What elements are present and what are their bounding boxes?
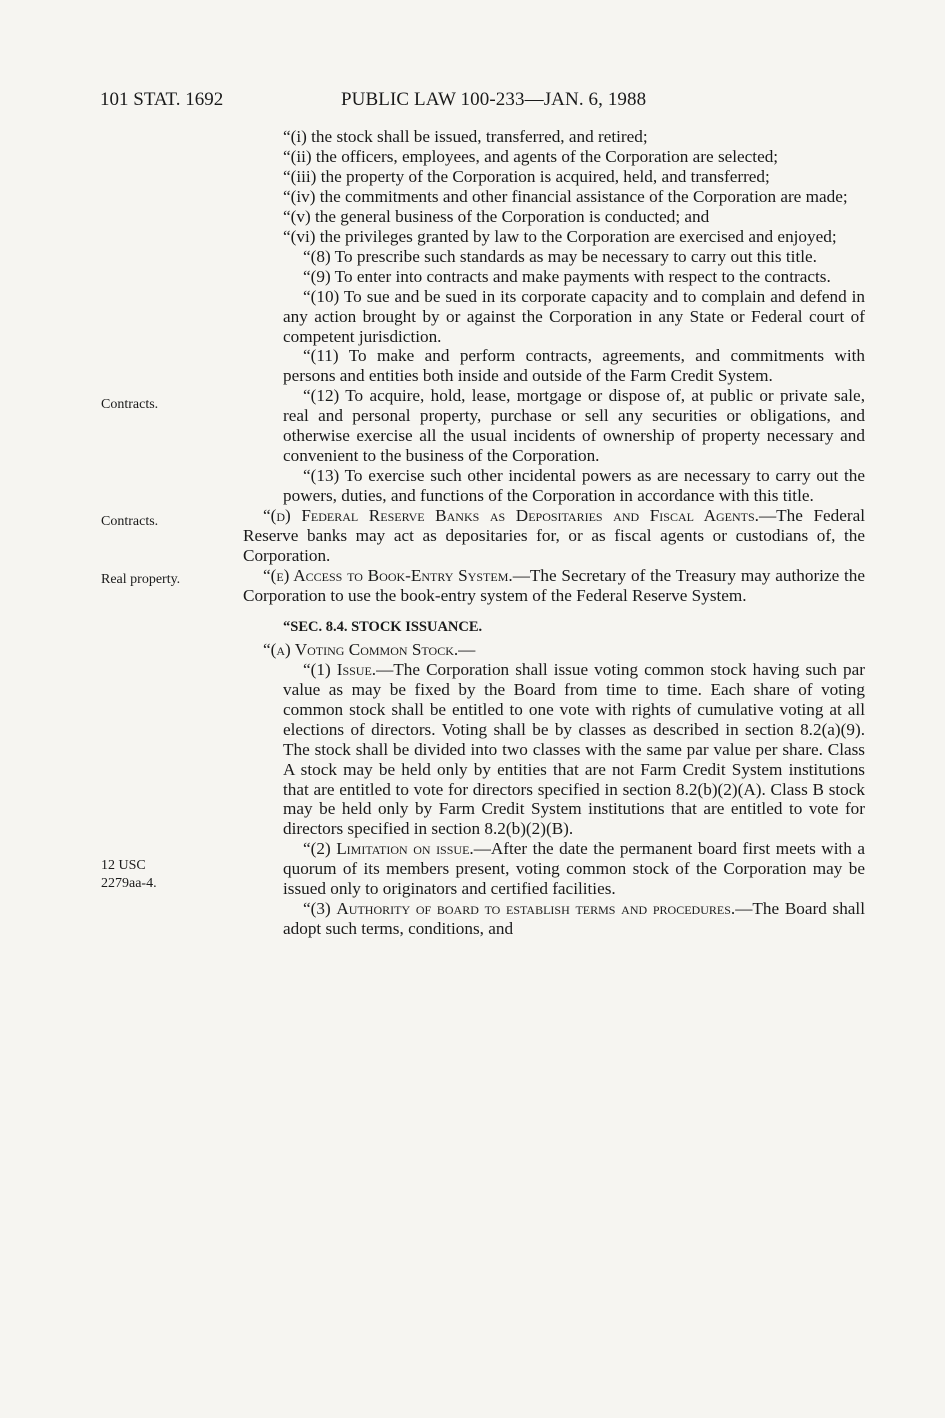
subsection-e xyxy=(243,566,865,606)
margin-note-contracts: Contracts. xyxy=(101,397,159,412)
clause-i: “(i) the stock shall be issued, transferred, and retired; xyxy=(283,127,648,146)
paragraph-12: “(12) To acquire, hold, lease, mortgage or dispose of, at public or private sale, real and personal property, purchase or sell any securities or obligations, and otherwise exercise all the usual incidents of ownership of property necessary and convenient to the business of the Corporation. xyxy=(283,386,865,466)
paragraph-a2-heading: Limitation on issue. xyxy=(336,839,474,859)
paragraph-a3-text: —The Board shall adopt such terms, conditions, and xyxy=(283,899,865,939)
usc-section: 2279aa-4. xyxy=(101,876,157,891)
subsection-a-heading xyxy=(243,640,865,660)
clause-iii: “(iii) the property of the Corporation is acquired, held, and transferred; xyxy=(283,166,770,186)
paragraph-a2-text: —After the date the permanent board first meets with a quorum of its members present, voting common stock of the Corporation may be issued only to originators and certified facilities. xyxy=(283,839,865,899)
subsection-e-heading: “(e) Access to Book-Entry System. xyxy=(263,565,513,585)
paragraph-8: “(8) To prescribe such standards as may be necessary to carry out this title. xyxy=(303,246,817,266)
paragraph-a2 xyxy=(243,839,865,899)
paragraph-a2-number: “(2) xyxy=(303,839,337,859)
paragraph-a3-number: “(3) xyxy=(303,899,337,919)
paragraph-9: “(9) To enter into contracts and make payments with respect to the contracts. xyxy=(303,266,831,286)
clause-iv: “(iv) the commitments and other financial assistance of the Corporation are made; xyxy=(283,186,848,206)
page-header xyxy=(100,89,860,115)
section-heading: “SEC. 8.4. STOCK ISSUANCE. xyxy=(283,618,483,635)
subsection-d-heading: “(d) Federal Reserve Banks as Depositaries and Fiscal Agents. xyxy=(263,506,759,526)
paragraph-a1 xyxy=(243,660,865,840)
paragraph-a1-number: “(1) xyxy=(303,659,337,679)
subsection-a-title: “(a) Voting Common Stock.— xyxy=(263,639,476,659)
paragraph-a1-text: —The Corporation shall issue voting common stock having such par value as may be fixed by the Board from time to time. Each share of voting common stock shall be entitled to one vote with rights of cumulative voting at all elections of directors. Voting shall be by classes as described in section 8.2(a)(9). The stock shall be divided into two classes with the same par value per share. Class A stock may be held only by entities that are not Farm Credit System institutions that are entitled to vote for directors specified in section 8.2(b)(2)(A). Class B stock may be held only by Farm Credit System institutions that are entitled to vote for directors specified in section 8.2(b)(2)(B). xyxy=(283,659,866,839)
paragraph-11: “(11) To make and perform contracts, agreements, and commitments with persons and entities both inside and outside of the Farm Credit System. xyxy=(283,346,865,386)
body-text xyxy=(243,127,865,939)
subsection-d-text: —The Federal Reserve banks may act as depositaries for, or as fiscal agents or custodians of, the Corporation. xyxy=(243,506,865,566)
clause-v: “(v) the general business of the Corporation is conducted; and xyxy=(283,206,710,226)
law-title: PUBLIC LAW 100-233—JAN. 6, 1988 xyxy=(341,89,647,110)
clause-ii: “(ii) the officers, employees, and agents of the Corporation are selected; xyxy=(283,146,779,166)
margin-note-contracts: Contracts. xyxy=(101,514,159,529)
subsection-e-text: —The Secretary of the Treasury may authorize the Corporation to use the book-entry system of the Federal Reserve System. xyxy=(243,565,865,605)
margin-note-usc xyxy=(101,857,157,893)
paragraph-10: “(10) To sue and be sued in its corporate capacity and to complain and defend in any action brought by or against the Corporation in any State or Federal court of competent jurisdiction. xyxy=(283,286,865,346)
stat-citation: 101 STAT. 1692 xyxy=(100,89,224,110)
paragraph-a3-heading: Authority of board to establish terms and procedures. xyxy=(336,899,736,919)
paragraph-13: “(13) To exercise such other incidental powers as are necessary to carry out the powers, duties, and functions of the Corporation in accordance with this title. xyxy=(283,466,865,506)
paragraph-a3 xyxy=(243,899,865,939)
subsection-d xyxy=(243,506,865,566)
margin-note-real-property: Real property. xyxy=(101,572,181,587)
paragraph-a1-heading: Issue. xyxy=(336,659,377,679)
clause-vi: “(vi) the privileges granted by law to the Corporation are exercised and enjoyed; xyxy=(283,226,837,246)
usc-title: 12 USC xyxy=(101,858,146,873)
